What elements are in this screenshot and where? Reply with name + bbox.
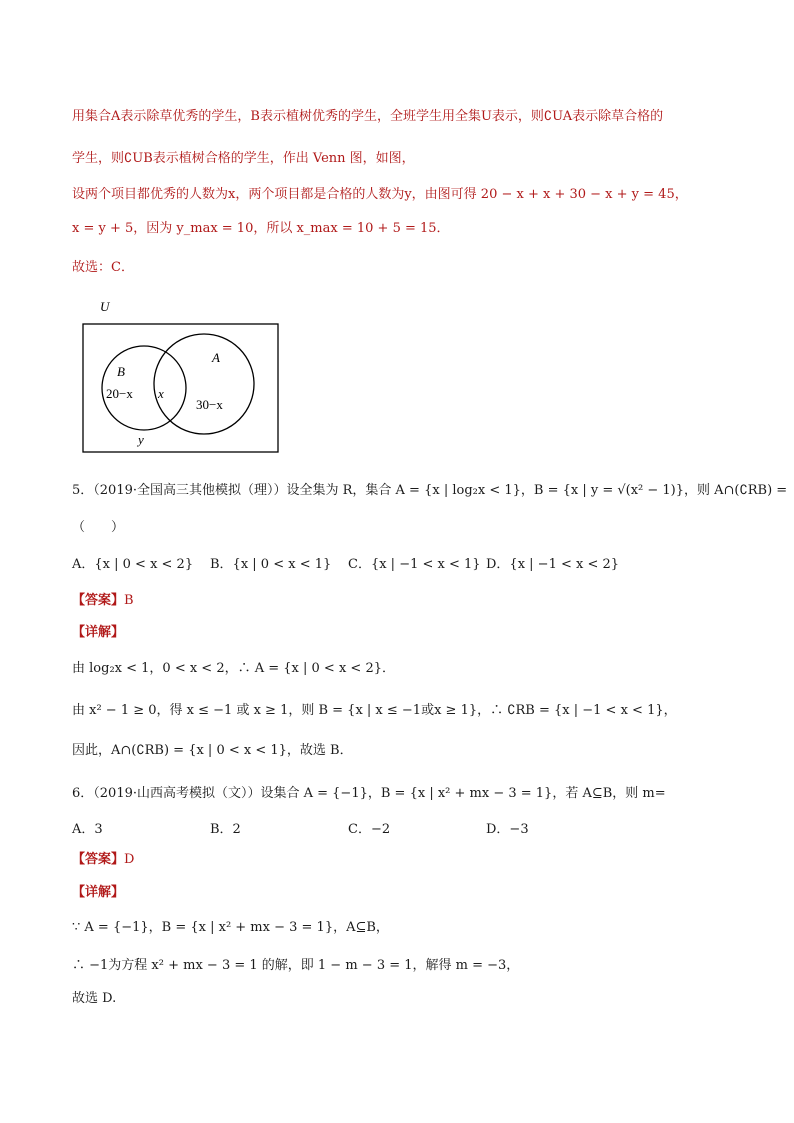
q5-stem: 5．（2019·全国高三其他模拟（理））设全集为 R，集合 A = {x | log₂x < 1}，B = {x | y = √(x² − 1)}，则 A∩(∁RB) = <box>72 483 788 498</box>
q6-step-1: ∵ A = {−1}，B = {x | x² + mx − 3 = 1}，A⊆B， <box>72 920 389 935</box>
q6-step-2: ∴ −1为方程 x² + mx − 3 = 1 的解，即 1 − m − 3 = 1，解得 m = −3， <box>72 958 520 973</box>
q5-option-c: C．{x | −1 < x < 1} <box>348 557 481 572</box>
q5-detail-label: 【详解】 <box>72 625 125 640</box>
q5-answer <box>72 592 134 610</box>
q6-stem: 6．（2019·山西高考模拟（文））设集合 A = {−1}，B = {x | x² + mx − 3 = 1}，若 A⊆B，则 m= <box>72 786 666 801</box>
venn-b-only: 20−x <box>106 386 133 401</box>
venn-outside: y <box>138 432 144 447</box>
q5-answer-label: 【答案】 <box>72 593 125 608</box>
q6-options <box>72 821 624 839</box>
venn-circle-a <box>154 334 254 434</box>
solution-line-4: x = y + 5，因为 y_max = 10，所以 x_max = 10 + 5 = 15． <box>72 221 450 236</box>
q5-option-d: D．{x | −1 < x < 2} <box>486 557 620 572</box>
q6-answer <box>72 851 134 869</box>
solution-line-5: 故选：C． <box>72 260 134 275</box>
q6-detail-label: 【详解】 <box>72 885 125 900</box>
q6-option-c: C．−2 <box>348 822 391 837</box>
solution-line-1: 用集合A表示除草优秀的学生，B表示植树优秀的学生，全班学生用全集U表示，则∁UA表示除草合格的 <box>72 109 664 124</box>
venn-label-a: A <box>212 350 220 365</box>
q5-paren: （ ） <box>72 520 125 535</box>
q5-step-3: 因此，A∩(∁RB) = {x | 0 < x < 1}，故选 B． <box>72 743 353 758</box>
venn-a-only: 30−x <box>196 397 223 412</box>
venn-universe-label: U <box>100 299 110 314</box>
q5-options <box>72 556 624 574</box>
q6-step-3: 故选 D. <box>72 991 117 1006</box>
venn-intersection: x <box>158 386 164 401</box>
q6-answer-label: 【答案】 <box>72 852 125 867</box>
q5-step-2: 由 x² − 1 ≥ 0，得 x ≤ −1 或 x ≥ 1，则 B = {x | x ≤ −1或x ≥ 1}，∴ ∁RB = {x | −1 < x < 1}， <box>72 703 677 718</box>
venn-diagram <box>80 296 290 456</box>
q6-option-b: B．2 <box>210 822 241 837</box>
q5-answer-value: B <box>124 593 134 608</box>
venn-label-b: B <box>117 364 125 379</box>
q6-answer-value: D <box>124 852 135 867</box>
q5-step-1: 由 log₂x < 1，0 < x < 2，∴ A = {x | 0 < x < 2}． <box>72 661 395 676</box>
solution-line-2: 学生，则∁UB表示植树合格的学生，作出 Venn 图，如图， <box>72 151 415 166</box>
q6-option-d: D．−3 <box>486 822 529 837</box>
q6-option-a: A．3 <box>72 822 103 837</box>
q5-option-a: A．{x | 0 < x < 2} <box>72 557 194 572</box>
solution-line-3: 设两个项目都优秀的人数为x，两个项目都是合格的人数为y，由图可得 20 − x + x + 30 − x + y = 45， <box>72 187 688 202</box>
q5-option-b: B．{x | 0 < x < 1} <box>210 557 332 572</box>
